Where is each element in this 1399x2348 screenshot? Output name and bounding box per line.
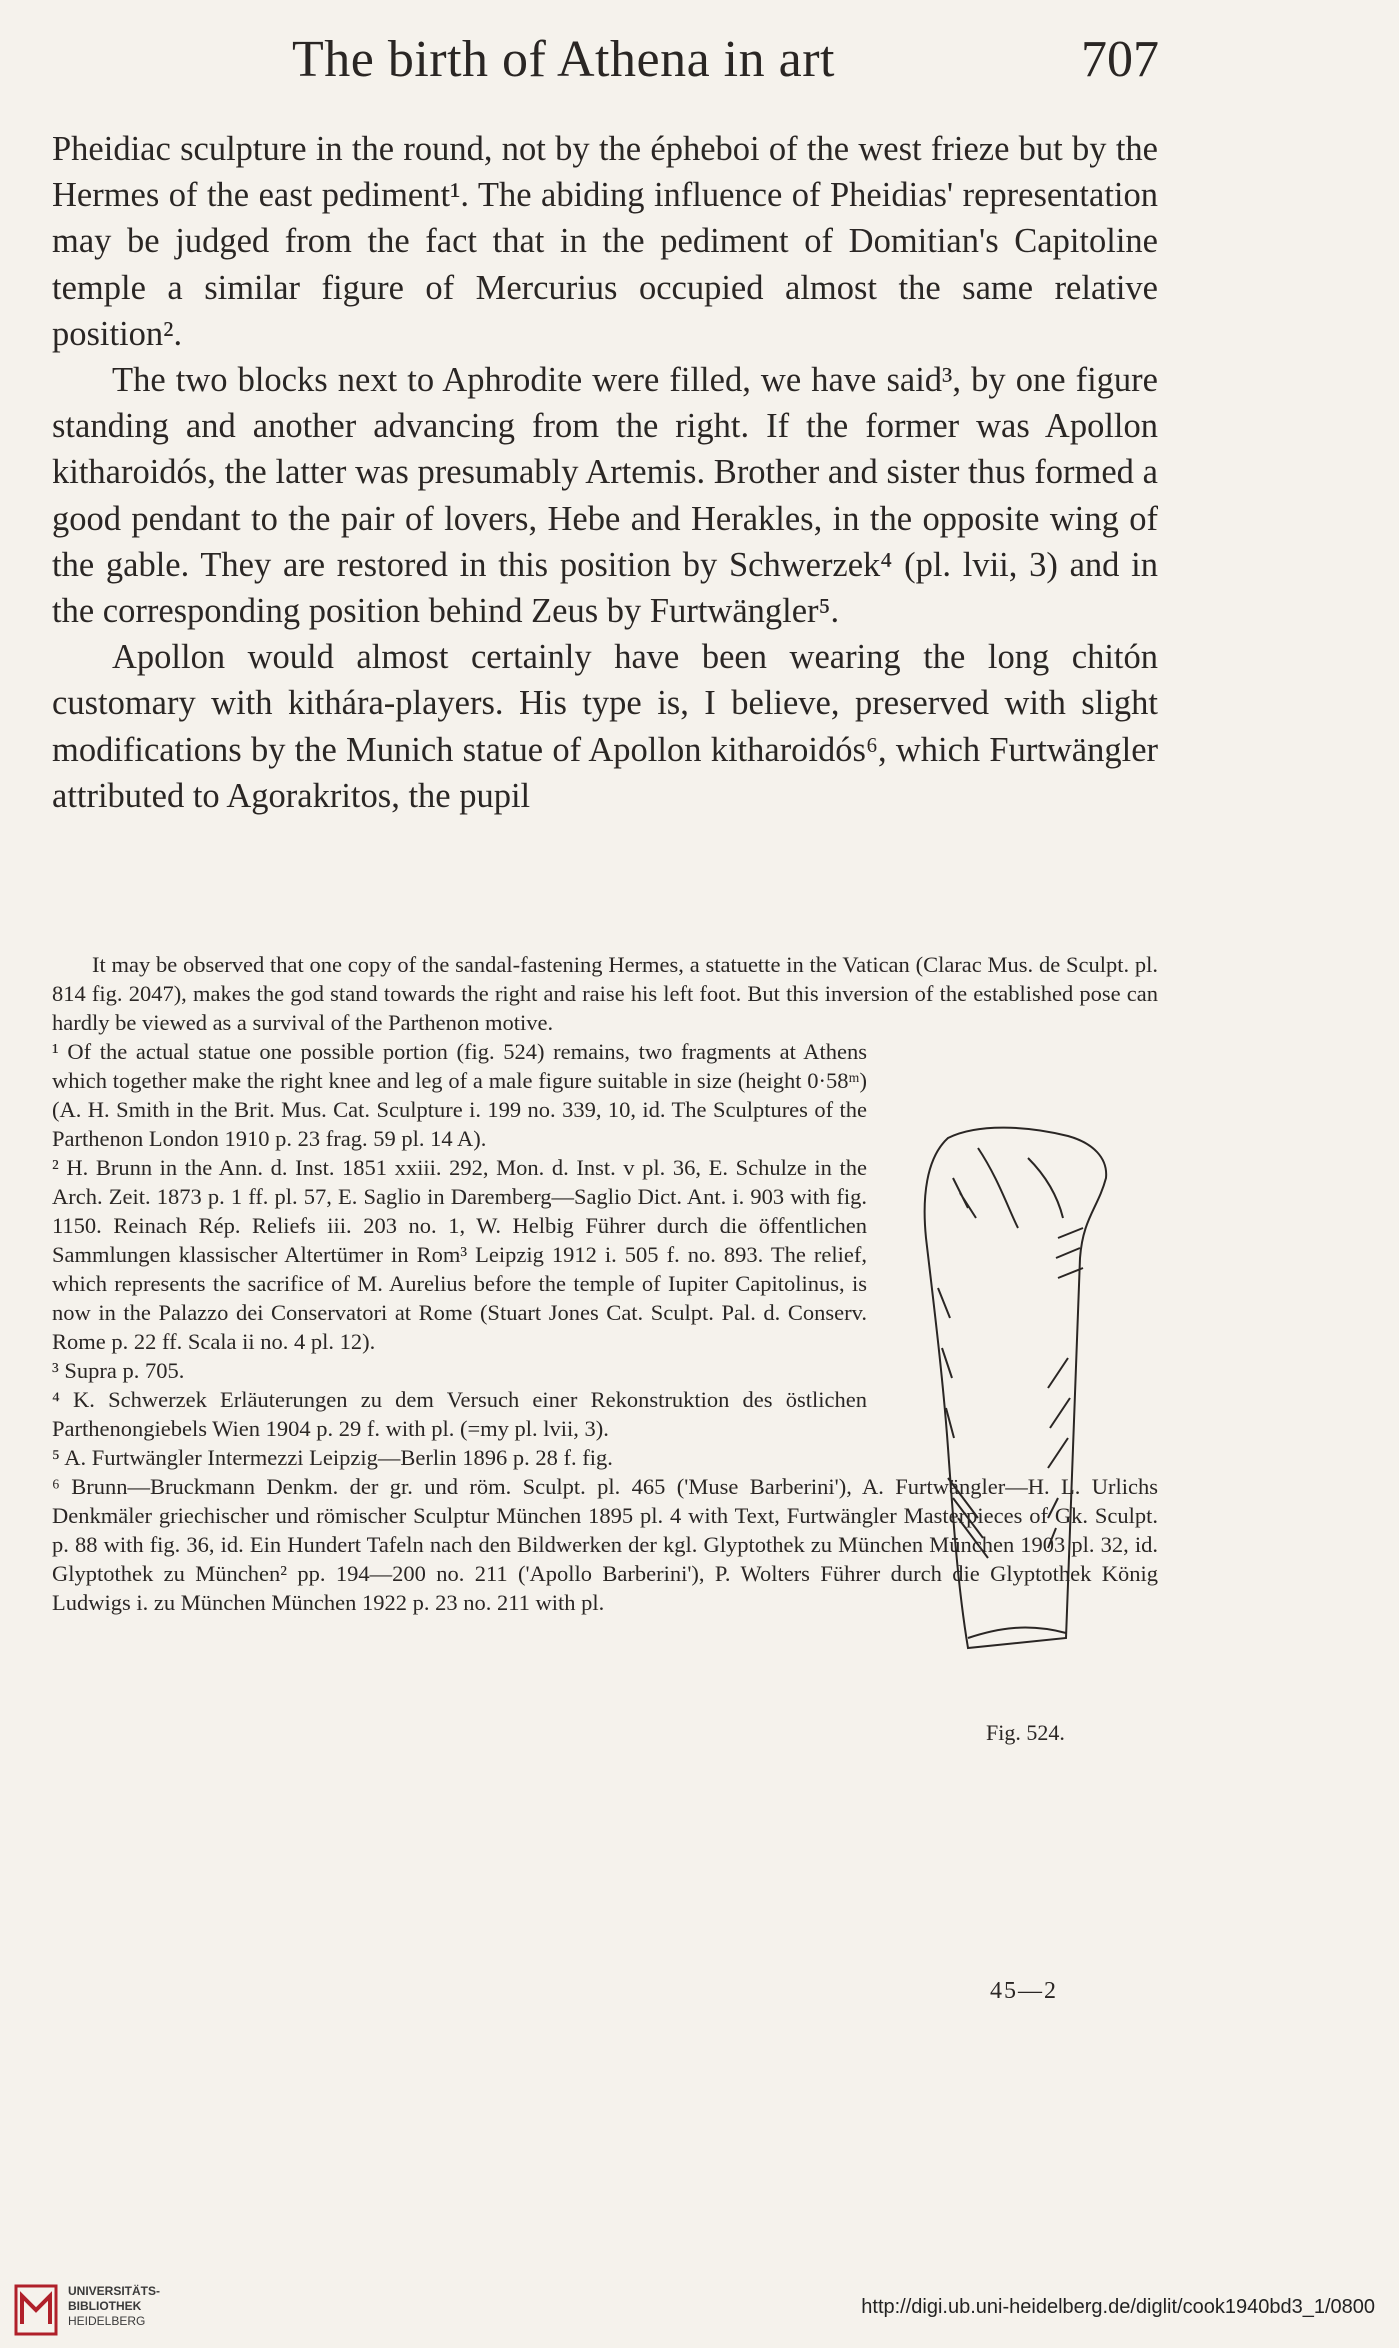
paragraph-1: Pheidiac sculpture in the round, not by the épheboi of the west frieze but by the Hermes of the east pediment¹. The abiding influence of Pheidias' representation may be judged from the fact that in the pediment of Domitian's Capitoline temple a similar figure of Mercurius occupied almost the same relative position². — [52, 130, 1158, 353]
library-logo-icon — [14, 2284, 58, 2336]
footnotes-wrapped-column — [52, 1037, 867, 1472]
footnote-3: ³ Supra p. 705. — [52, 1358, 185, 1383]
footnote-5: ⁵ A. Furtwängler Intermezzi Leipzig—Berlin 1896 p. 28 f. fig. — [52, 1445, 613, 1470]
footnote-intro: It may be observed that one copy of the sandal-fastening Hermes, a statuette in the Vatican (Clarac Mus. de Sculpt. pl. 814 fig. 2047), makes the god stand towards the right and raise his left foot. But this inversion of the established pose can hardly be viewed as a survival of the Parthenon motive. — [52, 952, 1158, 1035]
page-number: 707 — [1081, 31, 1159, 88]
footnote-1: ¹ Of the actual statue one possible portion (fig. 524) remains, two fragments at Athens which together make the right knee and leg of a male figure suitable in size (height 0·58ᵐ) (A. H. Smith in the Brit. Mus. Cat. Sculpture i. 199 no. 339, 10, id. The Sculptures of the Parthenon London 1910 p. 23 frag. 59 pl. 14 A). — [52, 1039, 867, 1151]
university-library-logo[interactable] — [14, 2280, 204, 2340]
running-title: The birth of Athena in art — [292, 31, 835, 88]
figure-caption: Fig. 524. — [986, 1720, 1065, 1745]
printer-signature: 45—2 — [990, 1978, 1058, 2004]
footnote-2: ² H. Brunn in the Ann. d. Inst. 1851 xxiii. 292, Mon. d. Inst. v pl. 36, E. Schulze in the Arch. Zeit. 1873 p. 1 ff. pl. 57, E. Saglio in Daremberg—Saglio Dict. Ant. i. 903 with fig. 1150. Reinach Rép. Reliefs iii. 203 no. 1, W. Helbig Führer durch die öffentlichen Sammlungen klassischer Altertümer in Rom³ Leipzig 1912 i. 505 f. no. 893. The relief, which represents the sacrifice of M. Aurelius before the temple of Iupiter Capitolinus, is now in the Palazzo dei Conservatori at Rome (Stuart Jones Cat. Sculpt. Pal. d. Conserv. Rome p. 22 ff. Scala ii no. 4 pl. 12). — [52, 1155, 867, 1354]
logo-line-3: HEIDELBERG — [68, 2314, 146, 2328]
viewer-footer — [0, 2270, 1399, 2348]
page-header — [52, 30, 1159, 100]
footnote-4: ⁴ K. Schwerzek Erläuterungen zu dem Versuch einer Rekonstruktion des östlichen Parthenongiebels Wien 1904 p. 29 f. with pl. (=my pl. lvii, 3). — [52, 1387, 867, 1441]
permalink-url[interactable]: http://digi.ub.uni-heidelberg.de/diglit/cook1940bd3_1/0800 — [861, 2296, 1375, 2318]
figure-524-leg-fragment — [908, 1118, 1120, 1738]
leg-fragment-drawing — [908, 1118, 1120, 1678]
logo-line-2: BIBLIOTHEK — [68, 2299, 142, 2313]
paragraph-2: The two blocks next to Aphrodite were filled, we have said³, by one figure standing and another advancing from the right. If the former was Apollon kitharoidós, the latter was presumably Artemis. Brother and sister thus formed a good pendant to the pair of lovers, Hebe and Herakles, in the opposite wing of the gable. They are restored in this position by Schwerzek⁴ (pl. lvii, 3) and in the corresponding position behind Zeus by Furtwängler⁵. — [52, 361, 1158, 631]
paragraph-3: Apollon would almost certainly have been wearing the long chitón customary with kithára-players. His type is, I believe, preserved with slight modifications by the Munich statue of Apollon kitharoidós⁶, which Furtwängler attributed to Agorakritos, the pupil — [52, 638, 1158, 815]
logo-line-1: UNIVERSITÄTS- — [68, 2284, 161, 2298]
footnote-6: ⁶ Brunn—Bruckmann Denkm. der gr. und röm. Sculpt. pl. 465 ('Muse Barberini'), A. Furtwängler—H. L. Urlichs Denkmäler griechischer und römischer Sculptur München 1895 pl. 4 with Text, Furtwängler Masterpieces of Gk. Sculpt. p. 88 with fig. 36, id. Ein Hundert Tafeln nach den Bildwerken der kgl. Glyptothek zu München München 1903 pl. 32, id. Glyptothek zu München² pp. 194—200 no. 211 ('Apollo Barberini'), P. Wolters Führer durch die Glyptothek König Ludwigs i. zu München München 1922 p. 23 no. 211 with pl. — [52, 1474, 1158, 1615]
logo-wordmark — [68, 2284, 160, 2329]
main-text — [52, 126, 1158, 819]
